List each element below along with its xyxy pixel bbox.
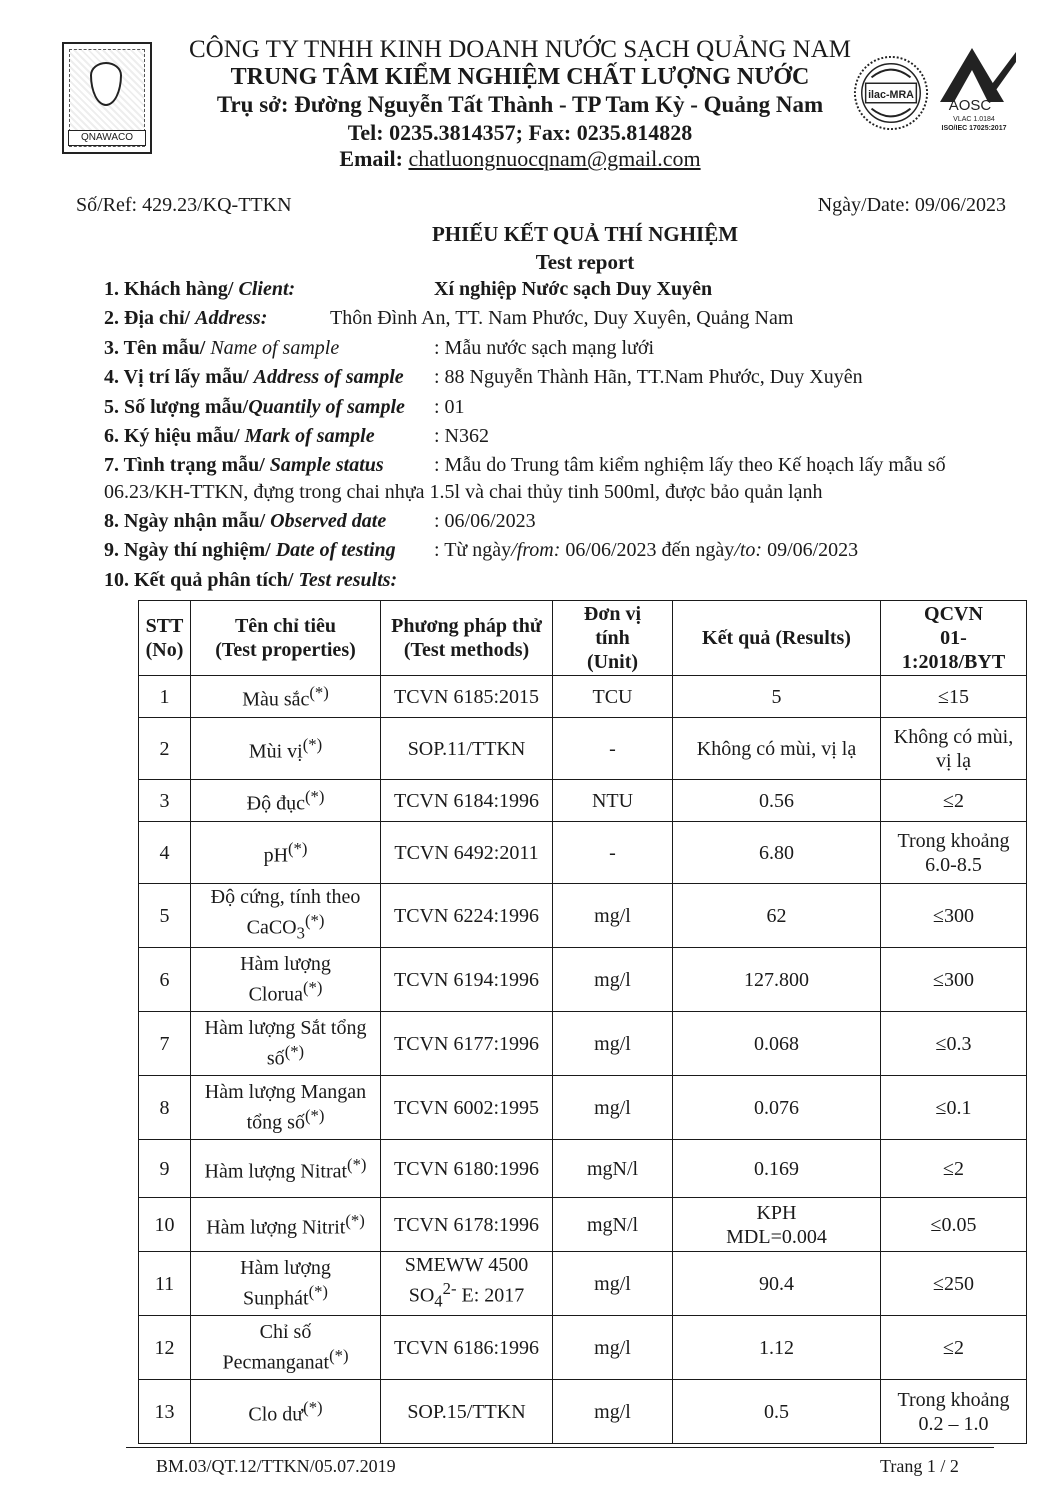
cell-method: TCVN 6184:1996 [381,780,553,822]
cell-result: 5 [673,676,881,718]
aosc-text: AOSC [948,97,992,114]
cell-no: 13 [139,1380,191,1444]
cell-result: KPH MDL=0.004 [673,1198,881,1252]
ilac-mra-logo [852,54,930,132]
cell-unit: - [553,822,673,884]
cell-method: TCVN 6185:2015 [381,676,553,718]
table-row [139,1076,1027,1140]
cell-standard: ≤250 [881,1252,1027,1316]
cell-standard: ≤300 [881,948,1027,1012]
cell-no: 1 [139,676,191,718]
cell-property: Mùi vị(*) [191,718,381,780]
cell-result: 0.076 [673,1076,881,1140]
received-date-label: 8. Ngày nhận mẫu/ Observed date [104,510,387,532]
cell-result: 127.800 [673,948,881,1012]
cell-property: Màu sắc(*) [191,676,381,718]
cell-no: 5 [139,884,191,948]
cell-unit: mgN/l [553,1198,673,1252]
sample-status-value: : Mẫu do Trung tâm kiểm nghiệm lấy theo Kế hoạch lấy mẫu số [434,454,946,476]
cell-standard: Không có mùi, vị lạ [881,718,1027,780]
cell-unit: mg/l [553,1380,673,1444]
email-label: Email: [339,146,409,171]
aosc-code: VLAC 1.0184 [953,116,995,123]
footer-divider [126,1447,994,1448]
cell-property: Chỉ số Pecmanganat(*) [191,1316,381,1380]
sample-location-label: 4. Vị trí lấy mẫu/ Address of sample [104,366,404,388]
sample-quantity-value: : 01 [434,396,465,418]
cell-method: SOP.11/TTKN [381,718,553,780]
ilac-text: ilac-MRA [868,88,914,101]
page-number: Trang 1 / 2 [880,1456,959,1476]
table-header-row [139,601,1027,676]
cell-unit: NTU [553,780,673,822]
table-row [139,1252,1027,1316]
cell-result: Không có mùi, vị lạ [673,718,881,780]
table-row [139,1316,1027,1380]
testing-date-label: 9. Ngày thí nghiệm/ Date of testing [104,539,396,561]
cell-result: 0.068 [673,1012,881,1076]
head-office-address: Trụ sở: Đường Nguyễn Tất Thành - TP Tam Kỳ - Quảng Nam [216,92,824,117]
table-row [139,718,1027,780]
cell-unit: mg/l [553,1076,673,1140]
cell-method: SMEWW 4500 $SO_4^{2-}$ E: 2017 [381,1252,553,1316]
cell-unit: mg/l [553,948,673,1012]
received-date-value: : 06/06/2023 [434,510,536,532]
center-name: TRUNG TÂM KIỂM NGHIỆM CHẤT LƯỢNG NƯỚC [230,64,810,90]
cell-result: 62 [673,884,881,948]
cell-method: SOP.15/TTKN [381,1380,553,1444]
cell-method: TCVN 6177:1996 [381,1012,553,1076]
sample-mark-value: : N362 [434,425,489,447]
aosc-logo [930,44,1020,134]
table-row [139,822,1027,884]
cell-property: Hàm lượng Nitrit(*) [191,1198,381,1252]
table-row [139,884,1027,948]
client-value: Xí nghiệp Nước sạch Duy Xuyên [434,278,713,300]
col-header-unit: Đơn vị tính (Unit) [553,601,673,676]
form-code: BM.03/QT.12/TTKN/05.07.2019 [156,1456,396,1476]
cell-method: TCVN 6180:1996 [381,1140,553,1198]
phone-fax: Tel: 0235.3814357; Fax: 0235.814828 [347,120,693,145]
cell-property: Độ đục(*) [191,780,381,822]
cell-standard: ≤0.05 [881,1198,1027,1252]
test-results-label: 10. Kết quả phân tích/ Test results: [104,569,398,591]
cell-property: pH(*) [191,822,381,884]
cell-method: TCVN 6002:1995 [381,1076,553,1140]
cell-unit: mg/l [553,884,673,948]
address-value: Thôn Đình An, TT. Nam Phước, Duy Xuyên, Quảng Nam [330,307,794,329]
col-header-method: Phương pháp thử (Test methods) [381,601,553,676]
sample-status-label: 7. Tình trạng mẫu/ Sample status [104,454,384,476]
cell-standard: Trong khoảng 0.2 – 1.0 [881,1380,1027,1444]
cell-no: 11 [139,1252,191,1316]
col-header-result: Kết quả (Results) [673,601,881,676]
col-header-no: STT (No) [139,601,191,676]
sample-quantity-label: 5. Số lượng mẫu/Quantily of sample [104,396,405,418]
cell-method: TCVN 6224:1996 [381,884,553,948]
cell-result: 90.4 [673,1252,881,1316]
report-title: PHIẾU KẾT QUẢ THÍ NGHIỆM [431,222,739,246]
cell-no: 4 [139,822,191,884]
cell-standard: ≤2 [881,1316,1027,1380]
cell-no: 9 [139,1140,191,1198]
cell-unit: mg/l [553,1012,673,1076]
sample-location-value: : 88 Nguyễn Thành Hãn, TT.Nam Phước, Duy Xuyên [434,366,863,388]
cell-property: Hàm lượng Clorua(*) [191,948,381,1012]
cell-no: 2 [139,718,191,780]
cell-method: TCVN 6186:1996 [381,1316,553,1380]
cell-standard: ≤0.3 [881,1012,1027,1076]
cell-standard: ≤0.1 [881,1076,1027,1140]
cell-standard: Trong khoảng 6.0-8.5 [881,822,1027,884]
logo-text: QNAWACO [68,130,146,146]
cell-result: 0.56 [673,780,881,822]
cell-result: 0.169 [673,1140,881,1198]
cell-property: Hàm lượng Mangan tổng số(*) [191,1076,381,1140]
cell-standard: ≤2 [881,780,1027,822]
test-results-table [138,600,1027,1444]
cell-standard: ≤300 [881,884,1027,948]
report-date: Ngày/Date: 09/06/2023 [817,194,1006,216]
sample-mark-label: 6. Ký hiệu mẫu/ Mark of sample [104,425,375,447]
cell-no: 12 [139,1316,191,1380]
company-name: CÔNG TY TNHH KINH DOANH NƯỚC SẠCH QUẢNG NAM [189,36,851,63]
cell-method: TCVN 6492:2011 [381,822,553,884]
report-subtitle: Test report [535,250,635,274]
table-row [139,1198,1027,1252]
cell-unit: - [553,718,673,780]
cell-method: TCVN 6178:1996 [381,1198,553,1252]
cell-property: Hàm lượng Sunphát(*) [191,1252,381,1316]
client-label: 1. Khách hàng/ Client: [104,278,296,300]
aosc-iso: ISO/IEC 17025:2017 [941,125,1007,132]
sample-name-label: 3. Tên mẫu/ Name of sample [104,337,340,359]
cell-no: 8 [139,1076,191,1140]
email-link[interactable]: chatluongnuocqnam@gmail.com [408,146,701,171]
table-row [139,1140,1027,1198]
sample-status-value-cont: 06.23/KH-TTKN, đựng trong chai nhựa 1.5l và chai thủy tinh 500ml, được bảo quản lạnh [104,481,823,503]
table-row [139,676,1027,718]
col-header-standard: QCVN 01- 1:2018/BYT [881,601,1027,676]
sample-name-value: : Mẫu nước sạch mạng lưới [434,337,655,359]
cell-no: 3 [139,780,191,822]
cell-method: TCVN 6194:1996 [381,948,553,1012]
cell-property: Clo dư(*) [191,1380,381,1444]
cell-result: 0.5 [673,1380,881,1444]
cell-no: 7 [139,1012,191,1076]
cell-standard: ≤2 [881,1140,1027,1198]
cell-result: 1.12 [673,1316,881,1380]
col-header-property: Tên chỉ tiêu (Test properties) [191,601,381,676]
testing-date-value: : Từ ngày/from: 06/06/2023 đến ngày/to: 09/06/2023 [434,539,859,561]
table-row [139,1012,1027,1076]
cell-unit: mg/l [553,1316,673,1380]
table-row [139,780,1027,822]
cell-result: 6.80 [673,822,881,884]
cell-no: 10 [139,1198,191,1252]
table-row [139,1380,1027,1444]
cell-property: Hàm lượng Nitrat(*) [191,1140,381,1198]
cell-property: Hàm lượng Sắt tổng số(*) [191,1012,381,1076]
company-logo [62,42,152,154]
cell-property: Độ cứng, tính theo CaCO$_3$(*) [191,884,381,948]
cell-standard: ≤15 [881,676,1027,718]
reference-number: Số/Ref: 429.23/KQ-TTKN [76,194,292,216]
address-label: 2. Địa chỉ/ Address: [104,307,268,329]
cell-no: 6 [139,948,191,1012]
cell-unit: mg/l [553,1252,673,1316]
cell-unit: TCU [553,676,673,718]
table-row [139,948,1027,1012]
cell-unit: mgN/l [553,1140,673,1198]
email-line [160,146,880,172]
